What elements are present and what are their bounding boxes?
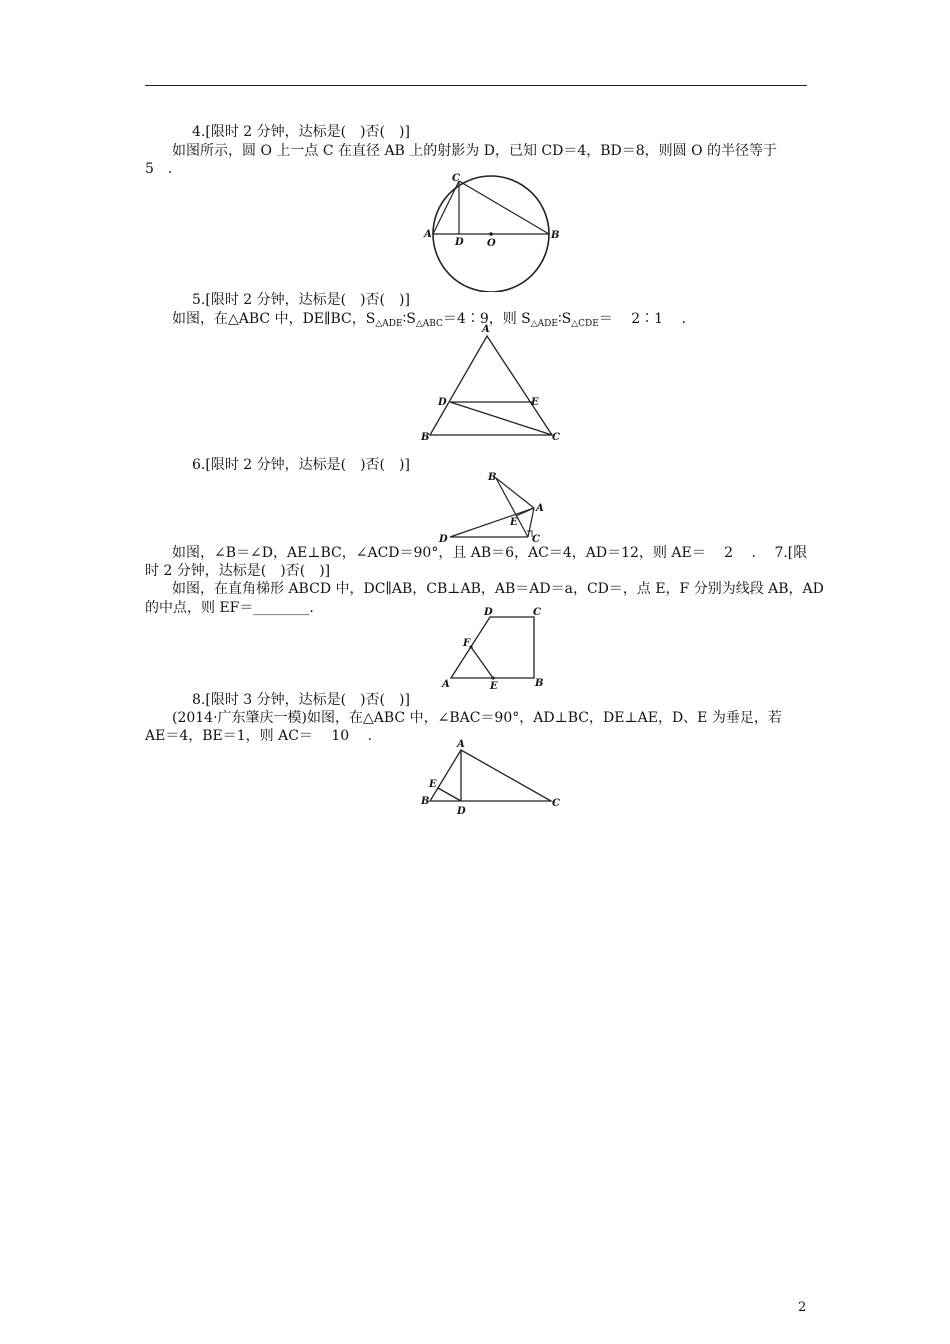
triangle-abc — [430, 336, 552, 435]
text-part: ＝ 2∶1 . — [598, 311, 686, 327]
label-d: D — [439, 534, 448, 543]
page-number: 2 — [798, 1300, 807, 1315]
problem-8-answer: AE＝4，BE＝1，则 AC＝ 10 . — [145, 728, 373, 744]
label-a: A — [457, 739, 465, 750]
subscript: △ADE — [530, 319, 558, 329]
text-part: ∶S — [402, 311, 416, 327]
problem-4-answer: 5 . — [145, 161, 173, 177]
point-e — [491, 676, 494, 679]
problem-7-header: 时 2 分钟，达标是( )否( )] — [145, 563, 331, 579]
problem-5-header: 5.[限时 2 分钟，达标是( )否( )] — [192, 292, 410, 308]
label-b: B — [551, 230, 560, 241]
problem-4-header: 4.[限时 2 分钟，达标是( )否( )] — [192, 124, 410, 140]
subscript: △ADE — [375, 319, 403, 329]
label-f: F — [463, 638, 471, 649]
label-e: E — [490, 681, 498, 690]
label-c: C — [452, 173, 460, 184]
problem-7-answer: 的中点，则 EF＝________. — [145, 600, 314, 616]
problem-4-figure-circle — [420, 172, 565, 292]
problem-6-text: 如图，∠B＝∠D，AE⊥BC，∠ACD＝90°，且 AB＝6，AC＝4，AD＝12，则 AE＝ 2 . 7.[限 — [172, 545, 808, 561]
center-point — [489, 232, 493, 236]
segment-ba — [496, 478, 534, 508]
label-c: C — [552, 432, 560, 443]
segment-bc — [496, 478, 528, 537]
label-c: C — [532, 534, 540, 543]
label-e: E — [510, 517, 518, 528]
label-d: D — [455, 237, 464, 248]
problem-6-header: 6.[限时 2 分钟，达标是( )否( )] — [192, 457, 410, 473]
segment-ef — [471, 647, 493, 678]
text-part: 如图，在△ABC 中，DE∥BC，S — [172, 311, 376, 327]
label-e: E — [531, 397, 539, 408]
segment-de — [438, 788, 461, 801]
label-b: B — [421, 432, 430, 443]
label-e: E — [429, 779, 437, 790]
text-part: ∶S — [557, 311, 572, 327]
segment-ac — [433, 181, 459, 234]
label-a: A — [482, 324, 490, 335]
label-a: A — [536, 503, 544, 514]
label-b: B — [488, 472, 497, 483]
segment-ae — [516, 508, 534, 516]
problem-7-text: 如图，在直角梯形 ABCD 中，DC∥AB，CB⊥AB，AB＝AD＝a，CD＝，点 E，F 分别为线段 AB，AD — [172, 581, 824, 597]
label-b: B — [421, 796, 430, 807]
problem-7-figure-trapezoid — [440, 605, 550, 690]
problem-6-figure — [436, 468, 551, 543]
segment-da — [450, 508, 534, 537]
text-part: ＝4∶9，则 S — [442, 311, 531, 327]
label-a: A — [442, 679, 450, 690]
label-d: D — [484, 607, 493, 618]
problem-8-figure-right-triangle — [418, 736, 568, 818]
label-c: C — [533, 607, 541, 618]
segment-ac — [528, 508, 534, 537]
header-rule — [145, 85, 807, 86]
label-a: A — [424, 229, 432, 240]
problem-8-header: 8.[限时 3 分钟，达标是( )否( )] — [192, 692, 410, 708]
problem-4-text: 如图所示，圆 O 上一点 C 在直径 AB 上的射影为 D，已知 CD＝4，BD＝8，则圆 O 的半径等于 — [172, 143, 778, 159]
label-d: D — [457, 806, 466, 817]
label-b: B — [535, 678, 544, 689]
label-d: D — [438, 397, 447, 408]
subscript: △ABC — [415, 319, 443, 329]
problem-8-text: (2014·广东肇庆一模)如图，在△ABC 中，∠BAC＝90°，AD⊥BC，DE⊥AE，D、E 为垂足，若 — [172, 710, 782, 726]
label-o: O — [487, 238, 496, 249]
subscript: △CDE — [571, 319, 599, 329]
problem-5-figure-triangle — [418, 322, 568, 444]
segment-cb — [459, 181, 549, 234]
label-c: C — [552, 798, 560, 809]
